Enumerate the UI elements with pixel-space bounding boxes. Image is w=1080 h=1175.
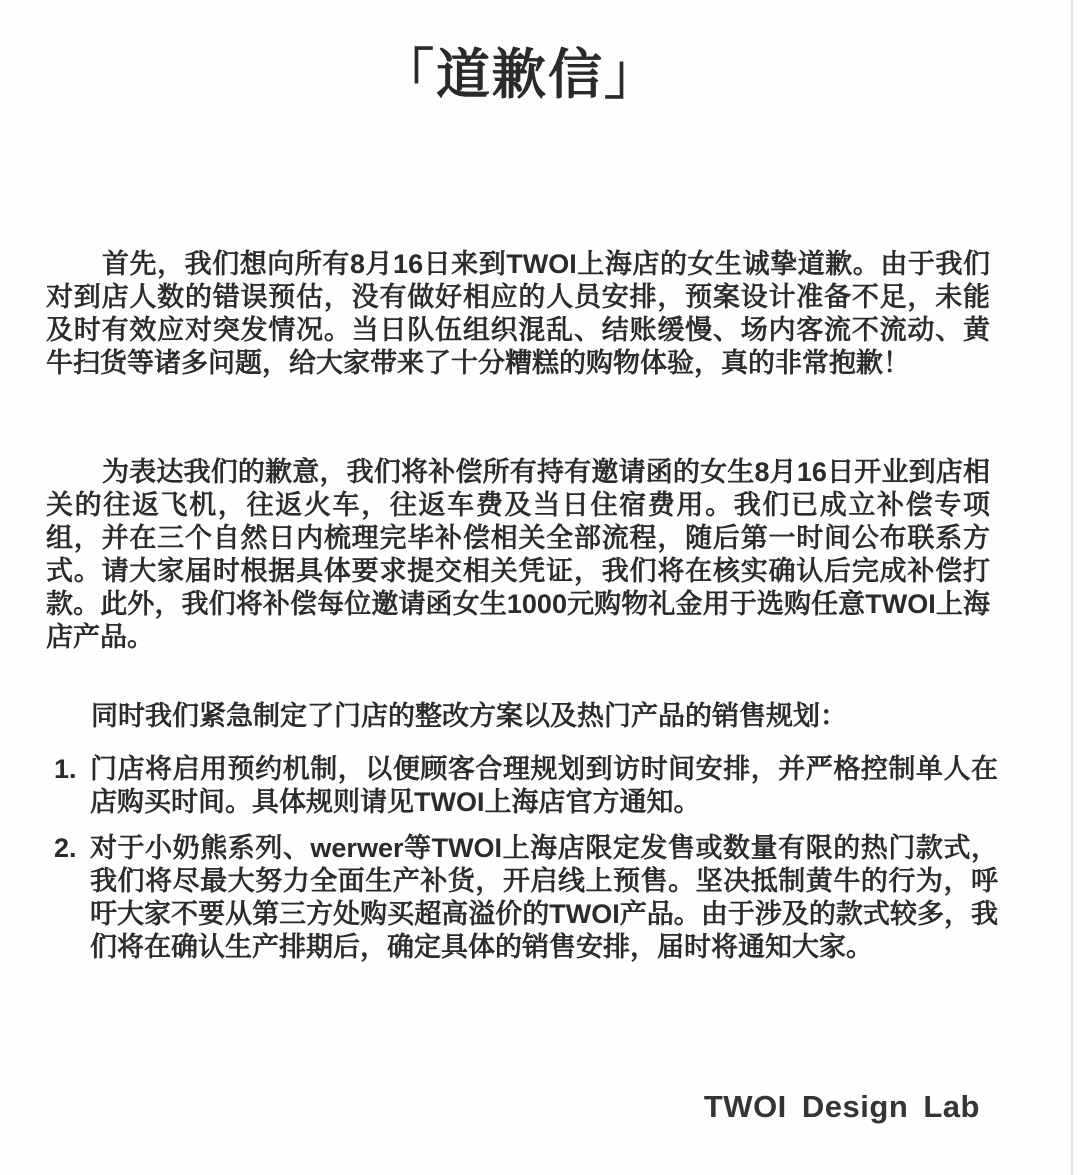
page-title: 「道歉信」 [380, 45, 660, 105]
plan-list-item-2 [46, 832, 998, 964]
list-item-number: 2. [54, 833, 77, 863]
paragraph-compensation: 为表达我们的歉意，我们将补偿所有持有邀请函的女生8月16日开业到店相关的往返飞机，往返火车，往返车费及当日住宿费用。我们已成立补偿专项组，并在三个自然日内梳理完毕补偿相关全部流程，随后第一时间公布联系方式。请大家届时根据具体要求提交相关凭证，我们将在核实确认后完成补偿打款。此外，我们将补偿每位邀请函女生1000元购物礼金用于选购任意TWOI上海店产品。 [46, 457, 990, 652]
paragraph-plan-intro: 同时我们紧急制定了门店的整改方案以及热门产品的销售规划： [91, 701, 847, 731]
plan-list [46, 753, 998, 977]
list-item-number: 1. [54, 754, 77, 784]
list-item-text: 对于小奶熊系列、werwer等TWOI上海店限定发售或数量有限的热门款式，我们将尽最大努力全面生产补货，开启线上预售。坚决抵制黄牛的行为，呼吁大家不要从第三方处购买超高溢价的TWOI产品。由于涉及的款式较多，我们将在确认生产排期后，确定具体的销售安排，届时将通知大家。 [90, 833, 998, 962]
paragraph-apology: 首先，我们想向所有8月16日来到TWOI上海店的女生诚挚道歉。由于我们对到店人数的错误预估，没有做好相应的人员安排，预案设计准备不足，未能及时有效应对突发情况。当日队伍组织混乱、结账缓慢、场内客流不流动、黄牛扫货等诸多问题，给大家带来了十分糟糕的购物体验，真的非常抱歉！ [46, 249, 990, 378]
plan-list-item-1 [46, 753, 998, 819]
list-item-text: 门店将启用预约机制，以便顾客合理规划到访时间安排，并严格控制单人在店购买时间。具体规则请见TWOI上海店官方通知。 [90, 754, 998, 817]
brand-signature: TWOI Design Lab [703, 1089, 980, 1124]
page-edge-divider [1071, 0, 1073, 1175]
